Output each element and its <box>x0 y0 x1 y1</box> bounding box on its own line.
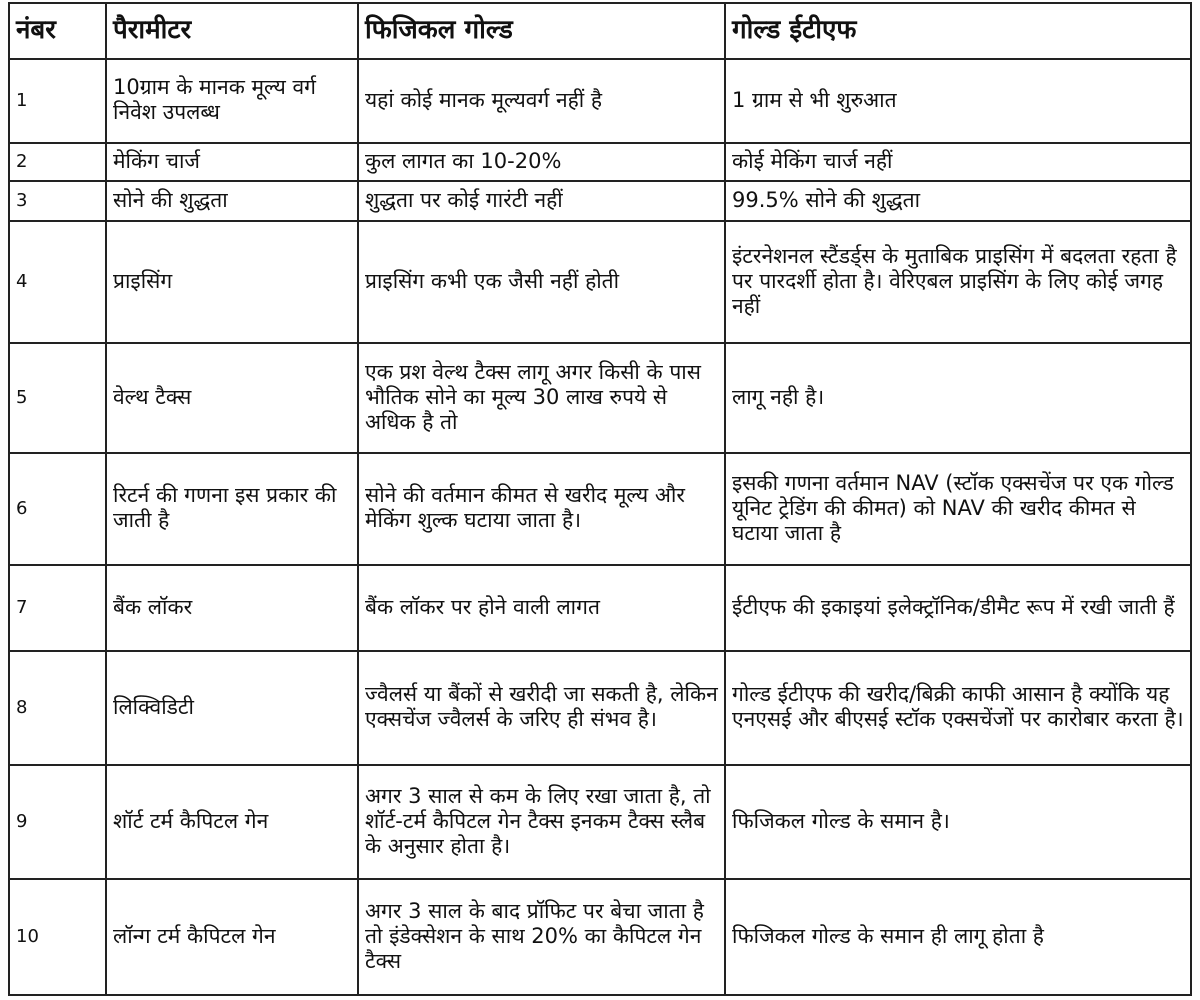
row-physical-gold: अगर 3 साल के बाद प्रॉफिट पर बेचा जाता है तो इंडेक्सेशन के साथ 20% का कैपिटल गेन टैक्स <box>358 879 725 995</box>
header-physical-gold: फिजिकल गोल्ड <box>358 3 725 59</box>
row-physical-gold: यहां कोई मानक मूल्यवर्ग नहीं है <box>358 59 725 143</box>
row-physical-gold: प्राइसिंग कभी एक जैसी नहीं होती <box>358 221 725 343</box>
table-row <box>9 181 1191 221</box>
row-physical-gold: एक प्रश वेल्थ टैक्स लागू अगर किसी के पास भौतिक सोने का मूल्य 30 लाख रुपये से अधिक है तो <box>358 343 725 453</box>
row-physical-gold: बैंक लॉकर पर होने वाली लागत <box>358 565 725 651</box>
row-number: 7 <box>9 565 106 651</box>
row-physical-gold: कुल लागत का 10-20% <box>358 143 725 181</box>
comparison-sheet <box>8 2 1190 994</box>
table-row <box>9 343 1191 453</box>
row-number: 5 <box>9 343 106 453</box>
row-gold-etf: 1 ग्राम से भी शुरुआत <box>725 59 1191 143</box>
table-row <box>9 59 1191 143</box>
table-row <box>9 765 1191 879</box>
gold-comparison-table <box>8 2 1192 996</box>
row-number: 9 <box>9 765 106 879</box>
row-parameter: बैंक लॉकर <box>106 565 358 651</box>
row-physical-gold: ज्वैलर्स या बैंकों से खरीदी जा सकती है, लेकिन एक्सचेंज ज्वैलर्स के जरिए ही संभव है। <box>358 651 725 765</box>
header-parameter: पैरामीटर <box>106 3 358 59</box>
header-number: नंबर <box>9 3 106 59</box>
row-gold-etf: फिजिकल गोल्ड के समान ही लागू होता है <box>725 879 1191 995</box>
row-physical-gold: शुद्धता पर कोई गारंटी नहीं <box>358 181 725 221</box>
table-row <box>9 651 1191 765</box>
header-gold-etf: गोल्ड ईटीएफ <box>725 3 1191 59</box>
row-gold-etf: फिजिकल गोल्ड के समान है। <box>725 765 1191 879</box>
row-gold-etf: 99.5% सोने की शुद्धता <box>725 181 1191 221</box>
row-parameter: प्राइसिंग <box>106 221 358 343</box>
row-gold-etf: लागू नही है। <box>725 343 1191 453</box>
table-row <box>9 565 1191 651</box>
row-number: 4 <box>9 221 106 343</box>
row-parameter: रिटर्न की गणना इस प्रकार की जाती है <box>106 453 358 565</box>
table-row <box>9 879 1191 995</box>
row-parameter: सोने की शुद्धता <box>106 181 358 221</box>
row-number: 6 <box>9 453 106 565</box>
table-row <box>9 453 1191 565</box>
row-gold-etf: गोल्ड ईटीएफ की खरीद/बिक्री काफी आसान है क्योंकि यह एनएसई और बीएसई स्टॉक एक्सचेंजों पर कारोबार करता है। <box>725 651 1191 765</box>
row-parameter: शॉर्ट टर्म कैपिटल गेन <box>106 765 358 879</box>
table-row <box>9 221 1191 343</box>
row-gold-etf: इंटरनेशनल स्टैंडर्ड्स के मुताबिक प्राइसिंग में बदलता रहता है पर पारदर्शी होता है। वेरिएबल प्राइसिंग के लिए कोई जगह नहीं <box>725 221 1191 343</box>
row-parameter: मेकिंग चार्ज <box>106 143 358 181</box>
row-gold-etf: ईटीएफ की इकाइयां इलेक्ट्रॉनिक/डीमैट रूप में रखी जाती हैं <box>725 565 1191 651</box>
row-number: 10 <box>9 879 106 995</box>
row-parameter: वेल्थ टैक्स <box>106 343 358 453</box>
table-header-row <box>9 3 1191 59</box>
row-physical-gold: सोने की वर्तमान कीमत से खरीद मूल्य और मेकिंग शुल्क घटाया जाता है। <box>358 453 725 565</box>
row-physical-gold: अगर 3 साल से कम के लिए रखा जाता है, तो शॉर्ट-टर्म कैपिटल गेन टैक्स इनकम टैक्स स्लैब के अनुसार होता है। <box>358 765 725 879</box>
table-row <box>9 143 1191 181</box>
row-number: 3 <box>9 181 106 221</box>
row-parameter: 10ग्राम के मानक मूल्य वर्ग निवेश उपलब्ध <box>106 59 358 143</box>
row-number: 8 <box>9 651 106 765</box>
row-gold-etf: कोई मेकिंग चार्ज नहीं <box>725 143 1191 181</box>
row-parameter: लॉन्ग टर्म कैपिटल गेन <box>106 879 358 995</box>
row-number: 2 <box>9 143 106 181</box>
row-gold-etf: इसकी गणना वर्तमान NAV (स्टॉक एक्सचेंज पर एक गोल्ड यूनिट ट्रेडिंग की कीमत) को NAV की खरीद कीमत से घटाया जाता है <box>725 453 1191 565</box>
row-number: 1 <box>9 59 106 143</box>
row-parameter: लिक्विडिटी <box>106 651 358 765</box>
